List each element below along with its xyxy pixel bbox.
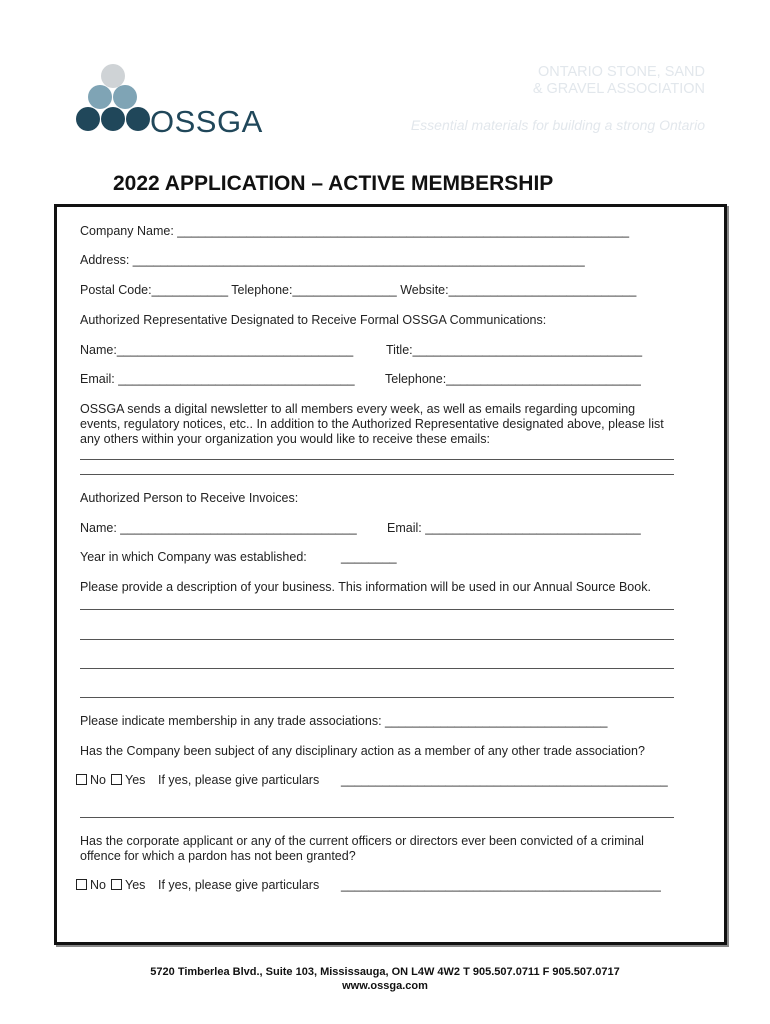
no-label: No <box>90 773 106 787</box>
invoice-heading: Authorized Person to Receive Invoices: <box>80 491 299 505</box>
email-list-line-1[interactable] <box>80 459 674 460</box>
invoice-email-field[interactable]: Email: _______________________________ <box>387 521 641 535</box>
logo-wordmark: OSSGA <box>150 104 263 139</box>
disciplinary-question: Has the Company been subject of any disciplinary action as a member of any other trade association? <box>80 744 645 758</box>
conviction-line2: offence for which a pardon has not been granted? <box>80 849 356 863</box>
description-prompt: Please provide a description of your business. This information will be used in our Annual Source Book. <box>80 580 651 594</box>
description-line-3[interactable] <box>80 668 674 669</box>
rep-email-field[interactable]: Email: __________________________________ <box>80 372 355 386</box>
yes-label: Yes <box>125 773 146 787</box>
footer-address: 5720 Timberlea Blvd., Suite 103, Mississauga, ON L4W 4W2 T 905.507.0711 F 905.507.0717 <box>150 966 620 978</box>
conviction-no-option[interactable] <box>76 878 106 892</box>
description-line-1[interactable] <box>80 609 674 610</box>
association-name-line2: & GRAVEL ASSOCIATION <box>532 81 705 97</box>
newsletter-line1: OSSGA sends a digital newsletter to all members every week, as well as emails regarding upcoming <box>80 402 636 416</box>
association-name <box>470 64 705 98</box>
address-field[interactable]: Address: _________________________________________________________________ <box>80 253 585 267</box>
yes-label: Yes <box>125 878 146 892</box>
conviction-particulars-field[interactable]: ______________________________________________ <box>341 878 661 892</box>
page-title: 2022 APPLICATION – ACTIVE MEMBERSHIP <box>113 172 554 195</box>
email-list-line-2[interactable] <box>80 474 674 475</box>
no-label: No <box>90 878 106 892</box>
rep-telephone-field[interactable]: Telephone:____________________________ <box>385 372 641 386</box>
yes-checkbox[interactable] <box>111 774 122 785</box>
newsletter-line3: any others within your organization you would like to receive these emails: <box>80 432 490 446</box>
conviction-yes-option[interactable] <box>111 878 145 892</box>
tagline: Essential materials for building a strong Ontario <box>410 117 705 133</box>
particulars-label: If yes, please give particulars <box>158 878 320 892</box>
newsletter-paragraph <box>80 402 680 447</box>
authorized-rep-heading: Authorized Representative Designated to Receive Formal OSSGA Communications: <box>80 313 547 327</box>
conviction-question <box>80 834 680 864</box>
description-line-4[interactable] <box>80 697 674 698</box>
year-established-label: Year in which Company was established: <box>80 550 307 564</box>
company-name-field[interactable]: Company Name: _________________________________________________________________ <box>80 224 630 238</box>
postal-phone-website-fields[interactable]: Postal Code:___________ Telephone:_______________ Website:___________________________ <box>80 283 637 297</box>
invoice-name-field[interactable]: Name: __________________________________ <box>80 521 357 535</box>
disciplinary-no-option[interactable] <box>76 773 106 787</box>
particulars-label: If yes, please give particulars <box>158 773 320 787</box>
newsletter-line2: events, regulatory notices, etc.. In addition to the Authorized Representative designated above, please list <box>80 417 664 431</box>
yes-checkbox[interactable] <box>111 879 122 890</box>
footer-website[interactable]: www.ossga.com <box>342 980 428 992</box>
disciplinary-particulars-line[interactable] <box>80 817 674 818</box>
conviction-line1: Has the corporate applicant or any of the current officers or directors ever been convicted of a criminal <box>80 834 644 848</box>
description-line-2[interactable] <box>80 639 674 640</box>
association-name-line1: ONTARIO STONE, SAND <box>537 64 705 80</box>
year-established-field[interactable]: ________ <box>341 550 397 564</box>
rep-name-field[interactable]: Name:__________________________________ <box>80 343 354 357</box>
disciplinary-yes-option[interactable] <box>111 773 145 787</box>
no-checkbox[interactable] <box>76 879 87 890</box>
rep-title-field[interactable]: Title:_________________________________ <box>386 343 643 357</box>
no-checkbox[interactable] <box>76 774 87 785</box>
trade-associations-field[interactable]: Please indicate membership in any trade associations: ________________________________ <box>80 714 608 728</box>
disciplinary-particulars-field[interactable]: _______________________________________________ <box>341 773 668 787</box>
